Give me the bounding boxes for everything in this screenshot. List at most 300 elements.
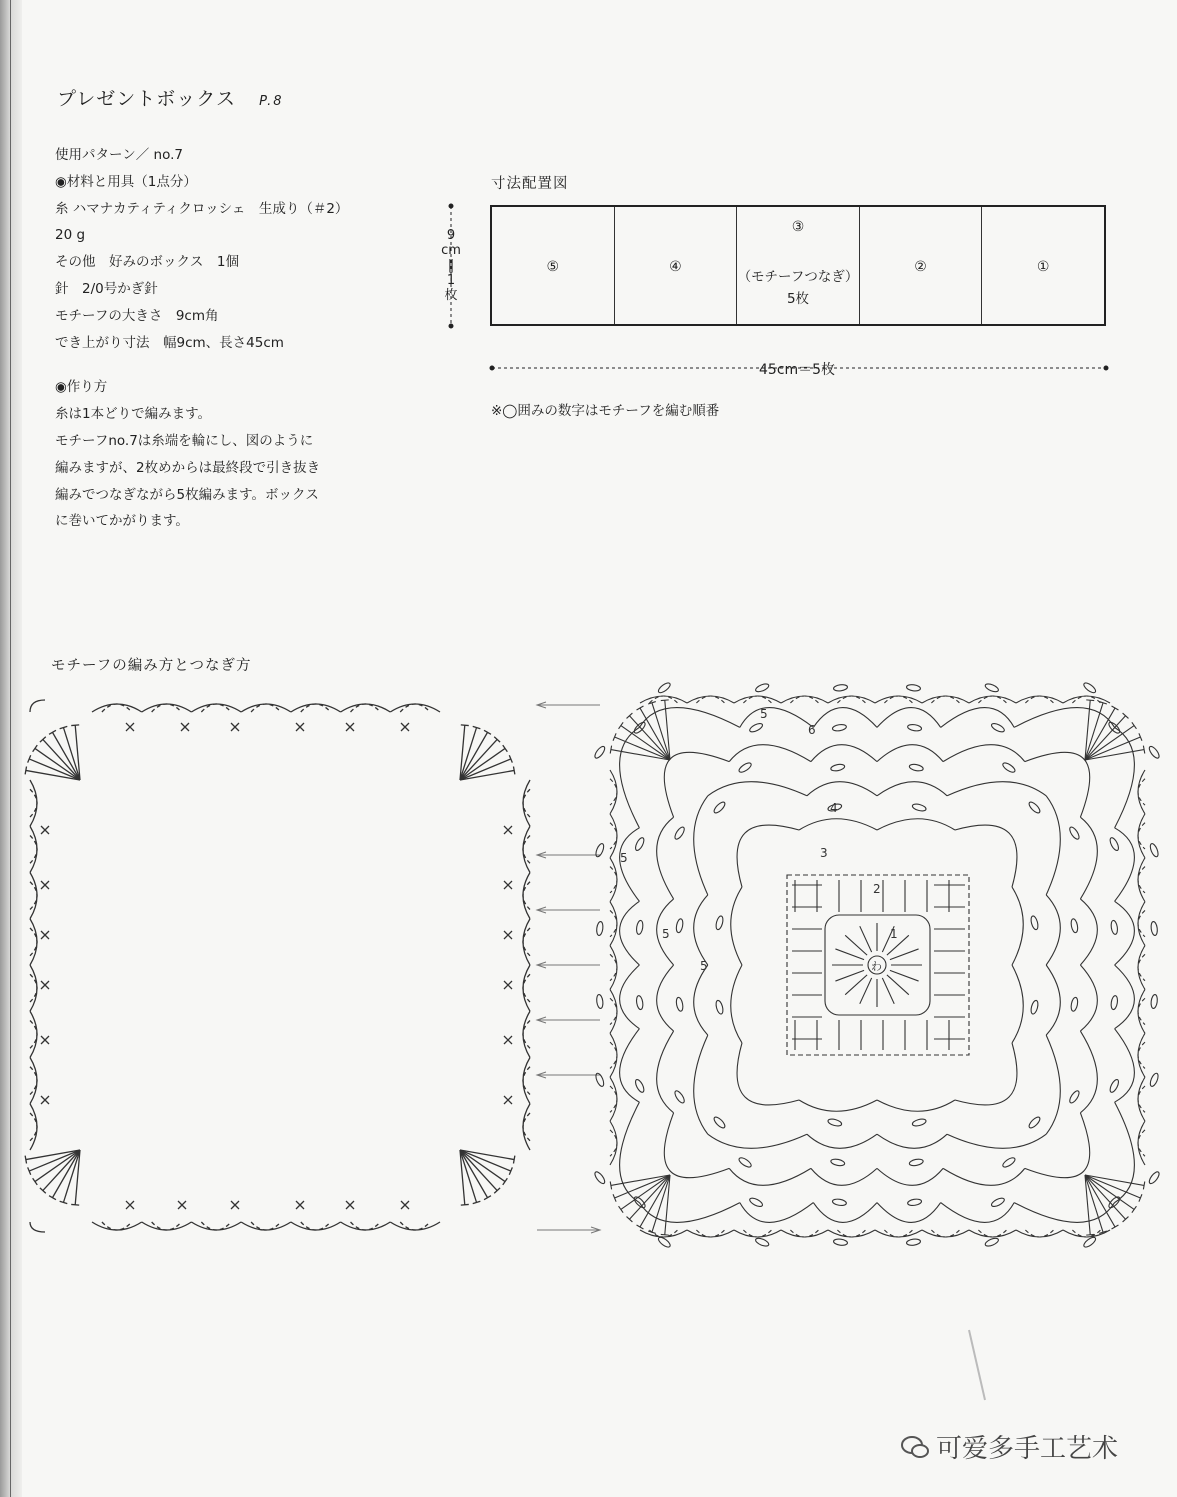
single-crochet-mark — [504, 931, 512, 939]
outer-chain-loop — [1138, 1121, 1145, 1165]
chain-oval — [748, 722, 763, 734]
chain-loop — [877, 819, 955, 830]
chain-loop — [943, 1168, 1025, 1185]
method-heading: ◉作り方 — [55, 379, 108, 396]
chain-loop — [947, 782, 1046, 796]
stitch-top — [33, 1178, 38, 1185]
double-crochet-stitch — [640, 1175, 670, 1227]
chain-loop — [1080, 817, 1097, 899]
watermark-text: 可爱多手工艺术 — [936, 1434, 1119, 1464]
outer-chain-loop — [1138, 814, 1145, 858]
chain-loop — [877, 782, 947, 796]
outer-chain-loop — [1016, 1230, 1063, 1237]
chain-oval — [984, 682, 999, 693]
corner-loop — [30, 700, 45, 712]
chain-loop — [1080, 899, 1097, 965]
method-line-5: に巻いてかがります。 — [55, 513, 189, 530]
chain-loop — [740, 1203, 814, 1223]
needle-line: 針 2/0号かぎ針 — [55, 280, 158, 297]
chain-oval — [1001, 1156, 1016, 1169]
method-line-4: 編みでつなぎながら5枚編みます。ボックス — [55, 486, 319, 503]
height-label-part: ‖ — [447, 258, 455, 273]
motif-diagram-title: モチーフの編み方とつなぎ方 — [51, 658, 252, 674]
chain-loop — [694, 1035, 708, 1134]
chain-loop — [1115, 828, 1135, 902]
row-label: 5 — [662, 927, 670, 941]
round-1-stitch — [887, 975, 909, 995]
outer-chain-loop — [781, 1230, 828, 1237]
row-label: 2 — [873, 882, 881, 896]
round-1-stitch — [890, 949, 919, 960]
row-label: 6 — [808, 723, 816, 737]
chain-oval — [906, 684, 921, 692]
chain-oval — [1001, 761, 1016, 774]
outer-chain-loop — [734, 1230, 781, 1237]
stitch-top — [1143, 1181, 1144, 1189]
chain-loop — [664, 752, 729, 817]
chain-oval — [832, 724, 847, 732]
outer-chain-loop — [610, 1121, 617, 1165]
outer-chain-loop — [640, 1230, 687, 1237]
chain-loop — [241, 704, 291, 712]
stitch-top — [1143, 746, 1144, 754]
double-crochet-stitch — [1085, 708, 1115, 760]
chain-loop — [877, 1100, 955, 1111]
double-crochet-stitch — [640, 708, 670, 760]
single-crochet-mark — [126, 723, 134, 731]
outer-chain-loop — [1138, 858, 1145, 902]
chain-oval — [832, 1198, 847, 1206]
chain-loop — [813, 708, 877, 728]
outer-chain-loop — [969, 1230, 1016, 1237]
chain-oval — [657, 681, 672, 694]
height-label-part: 枚 — [444, 288, 458, 303]
outer-chain-loop — [610, 770, 617, 814]
outer-chain-loop — [610, 1077, 617, 1121]
stitch-top — [610, 746, 611, 754]
chain-loop — [523, 1058, 530, 1104]
cell-number: ⑤ — [546, 259, 560, 275]
double-crochet-stitch — [1085, 1175, 1144, 1185]
chain-oval — [594, 1072, 605, 1087]
chain-oval — [634, 836, 646, 851]
height-label-part: cm — [441, 243, 461, 258]
stitch-top — [49, 1196, 56, 1200]
chain-loop — [657, 817, 674, 899]
chain-oval — [1108, 1078, 1120, 1093]
chain-loop — [877, 745, 943, 762]
chain-oval — [906, 1238, 921, 1246]
chain-oval — [1082, 1236, 1097, 1249]
chain-loop — [1115, 901, 1135, 965]
stitch-top — [1132, 1206, 1137, 1213]
chain-oval — [1070, 997, 1079, 1012]
stitch-top — [619, 1206, 624, 1213]
chain-loop — [708, 1134, 807, 1148]
chain-loop — [708, 782, 807, 796]
chain-oval — [1150, 994, 1158, 1009]
chain-loop — [1046, 965, 1060, 1035]
chain-oval — [1148, 745, 1161, 760]
round-1-stitch — [845, 935, 867, 955]
chain-loop — [955, 825, 1017, 887]
motif-size-line: モチーフの大きさ 9cm角 — [55, 307, 219, 324]
double-crochet-stitch — [1085, 750, 1144, 760]
chain-loop — [30, 873, 37, 919]
chain-loop — [620, 901, 640, 965]
chain-loop — [1046, 796, 1060, 895]
chain-loop — [620, 1029, 640, 1103]
stitch-top — [1086, 1234, 1094, 1235]
chain-loop — [737, 825, 799, 887]
outer-chain-loop — [610, 858, 617, 902]
layout-diagram-title: 寸法配置図 — [491, 176, 569, 192]
chain-loop — [523, 1104, 530, 1150]
chain-oval — [984, 1237, 999, 1248]
yarn-weight-line: 20 g — [55, 227, 86, 244]
chain-loop — [799, 819, 877, 830]
chain-loop — [390, 1222, 440, 1230]
chain-loop — [523, 1011, 530, 1057]
chain-loop — [807, 782, 877, 796]
single-crochet-mark — [296, 723, 304, 731]
round-1-stitch — [835, 970, 864, 981]
single-crochet-mark — [504, 826, 512, 834]
chain-oval — [990, 722, 1005, 734]
chain-oval — [636, 995, 644, 1010]
chain-loop — [523, 919, 530, 965]
chain-loop — [30, 965, 37, 1011]
row-label: 5 — [760, 707, 768, 721]
double-crochet-stitch — [1085, 1175, 1115, 1227]
chain-loop — [657, 1031, 674, 1113]
chain-loop — [92, 704, 142, 712]
single-crochet-mark — [181, 723, 189, 731]
single-crochet-mark — [401, 723, 409, 731]
chain-oval — [912, 1118, 927, 1127]
watermark — [900, 1428, 1118, 1465]
chain-oval — [830, 1158, 845, 1167]
chain-loop — [1046, 895, 1060, 965]
cell-number: ① — [1036, 259, 1050, 275]
chain-loop — [877, 1203, 941, 1223]
chain-loop — [664, 1113, 729, 1178]
width-dimension-label: 45cm＝5枚 — [755, 359, 839, 379]
chain-loop — [30, 826, 37, 872]
stitch-top — [661, 700, 669, 701]
chain-loop — [807, 1134, 877, 1148]
chain-loop — [523, 826, 530, 872]
chain-loop — [620, 965, 640, 1029]
chain-loop — [523, 780, 530, 826]
chain-loop — [731, 887, 742, 965]
stitch-top — [637, 706, 644, 710]
method-line-2: モチーフno.7は糸端を輪にし、図のように — [55, 432, 314, 449]
corner-loop — [30, 1222, 45, 1232]
stitch-top — [71, 725, 79, 726]
outer-chain-loop — [610, 989, 617, 1033]
chain-oval — [1150, 921, 1158, 936]
chain-oval — [594, 843, 605, 858]
chain-loop — [877, 1168, 943, 1185]
chain-oval — [833, 1238, 848, 1246]
single-crochet-mark — [346, 1201, 354, 1209]
outer-chain-loop — [1138, 989, 1145, 1033]
title-text: プレゼントボックス — [57, 88, 237, 110]
chain-loop — [1080, 1031, 1097, 1113]
stitch-top — [49, 730, 56, 734]
chain-loop — [877, 1134, 947, 1148]
outer-chain-loop — [687, 696, 734, 703]
paper-mark — [969, 1330, 985, 1400]
chain-loop — [620, 727, 640, 827]
chain-oval — [1149, 1072, 1160, 1087]
cell-number: ④ — [669, 259, 682, 275]
chain-oval — [593, 745, 606, 760]
chain-loop — [30, 1058, 37, 1104]
single-crochet-mark — [346, 723, 354, 731]
chain-loop — [241, 1222, 291, 1230]
chain-oval — [1027, 1115, 1041, 1129]
round-1-stitch — [860, 926, 872, 952]
stitch-top — [71, 1204, 79, 1205]
round-1-stitch — [882, 978, 894, 1004]
chain-oval — [636, 920, 644, 935]
chain-loop — [877, 708, 941, 728]
chain-loop — [955, 1043, 1017, 1105]
chain-oval — [593, 1170, 606, 1185]
chain-loop — [1115, 965, 1135, 1029]
chain-oval — [909, 1158, 924, 1167]
height-label-part: 1 — [446, 273, 456, 288]
single-crochet-mark — [178, 1201, 186, 1209]
row-labels — [620, 707, 898, 973]
join-arrows — [537, 702, 600, 1233]
chain-oval — [712, 1115, 726, 1129]
chain-loop — [657, 965, 674, 1031]
outer-chain-loop — [1138, 946, 1145, 990]
stitch-top — [25, 1156, 26, 1164]
outer-chain-loop — [610, 946, 617, 990]
single-crochet-mark — [401, 1201, 409, 1209]
stitch-top — [25, 767, 26, 775]
finished-size-line: でき上がり寸法 幅9cm、長さ45cm — [55, 334, 284, 351]
materials-heading: ◉材料と用具（1点分） — [55, 173, 197, 190]
chain-loop — [639, 1203, 739, 1223]
outer-chain-loop — [922, 696, 969, 703]
outer-chain-loop — [687, 1230, 734, 1237]
chain-loop — [30, 1104, 37, 1150]
chain-loop — [1115, 727, 1135, 827]
chain-oval — [1068, 1089, 1081, 1104]
chain-oval — [827, 1118, 842, 1127]
center-cell-note: （モチーフつなぎ） — [737, 269, 859, 285]
chain-loop — [1046, 1035, 1060, 1134]
outer-chain-loop — [1138, 1033, 1145, 1077]
outer-chain-loop — [734, 696, 781, 703]
chain-loop — [737, 1043, 799, 1105]
single-crochet-mark — [41, 1036, 49, 1044]
chain-loop — [291, 1222, 341, 1230]
chain-loop — [947, 1134, 1046, 1148]
chain-loop — [1025, 1113, 1090, 1178]
magic-ring-label: わ — [871, 960, 882, 973]
chain-loop — [731, 965, 742, 1043]
stitch-top — [484, 1196, 491, 1200]
chain-oval — [912, 803, 927, 812]
chain-loop — [941, 1203, 1015, 1223]
outer-chain-loop — [1016, 696, 1063, 703]
stitch-top — [1086, 700, 1094, 701]
chain-loop — [1014, 708, 1114, 728]
chain-loop — [1012, 965, 1023, 1043]
chain-oval — [673, 826, 686, 841]
single-crochet-mark — [504, 1036, 512, 1044]
chain-loop — [943, 745, 1025, 762]
outer-chain-loop — [610, 814, 617, 858]
round-1-stitch — [845, 975, 867, 995]
chain-oval — [1070, 918, 1079, 933]
row-label: 1 — [890, 927, 898, 941]
chain-loop — [30, 919, 37, 965]
stitch-top — [637, 1225, 644, 1229]
chain-oval — [1027, 800, 1041, 814]
chain-loop — [30, 1011, 37, 1057]
chain-oval — [596, 921, 604, 936]
chain-loop — [813, 1203, 877, 1223]
chain-loop — [92, 1222, 142, 1230]
stitch-top — [503, 1178, 508, 1185]
stitch-top — [619, 722, 624, 729]
chain-loop — [1080, 965, 1097, 1031]
outer-chain-loop — [1138, 1077, 1145, 1121]
single-crochet-mark — [41, 826, 49, 834]
page-reference: P.8 — [259, 94, 284, 109]
chain-loop — [191, 704, 241, 712]
chain-loop — [142, 1222, 192, 1230]
chain-oval — [738, 1156, 753, 1169]
double-crochet-stitch — [611, 1175, 670, 1185]
round-1-stitch — [860, 978, 872, 1004]
single-crochet-mark — [126, 1201, 134, 1209]
chain-oval — [1110, 920, 1118, 935]
stitch-top — [1132, 722, 1137, 729]
chain-oval — [990, 1196, 1005, 1208]
stitch-top — [513, 1156, 514, 1164]
chain-loop — [30, 780, 37, 826]
chain-loop — [1115, 1102, 1135, 1202]
chain-oval — [1030, 1000, 1039, 1015]
round-1-stitch — [835, 949, 864, 960]
connecting-motif-outline — [25, 700, 530, 1232]
chain-loop — [941, 708, 1015, 728]
chain-oval — [748, 1196, 763, 1208]
row-label: 5 — [700, 959, 708, 973]
stitch-top — [484, 730, 491, 734]
chain-oval — [907, 724, 922, 732]
chain-loop — [390, 704, 440, 712]
outer-chain-loop — [875, 696, 922, 703]
chain-loop — [729, 1168, 811, 1185]
center-cell-count: 5枚 — [786, 291, 810, 307]
chain-oval — [634, 1078, 646, 1093]
chain-oval — [738, 761, 753, 774]
chain-loop — [341, 704, 391, 712]
single-crochet-mark — [296, 1201, 304, 1209]
double-crochet-stitch — [629, 716, 670, 760]
stitch-top — [1112, 1225, 1119, 1229]
cell-number: ③ — [791, 219, 805, 235]
single-crochet-mark — [231, 1201, 239, 1209]
chain-loop — [291, 704, 341, 712]
yarn-line: 糸 ハマナカティティクロッシェ 生成り（＃2） — [55, 200, 349, 217]
chain-oval — [1149, 843, 1160, 858]
chain-loop — [191, 1222, 241, 1230]
single-crochet-mark — [504, 1096, 512, 1104]
order-note: ※◯囲みの数字はモチーフを編む順番 — [491, 403, 720, 419]
chain-oval — [1030, 915, 1039, 930]
outer-chain-loop — [875, 1230, 922, 1237]
chain-loop — [811, 745, 877, 762]
outer-chain-loop — [828, 696, 875, 703]
chain-loop — [694, 965, 708, 1035]
chain-oval — [715, 915, 724, 930]
cell-number: ② — [914, 259, 927, 275]
chain-loop — [142, 704, 192, 712]
chain-oval — [909, 763, 924, 772]
chain-oval — [1068, 826, 1081, 841]
method-line-1: 糸は1本どりで編みます。 — [55, 406, 212, 423]
wechat-icon — [900, 1432, 930, 1462]
stitch-top — [513, 767, 514, 775]
chain-oval — [907, 1198, 922, 1206]
chain-oval — [712, 800, 726, 814]
stitch-top — [661, 1234, 669, 1235]
chain-oval — [1082, 681, 1097, 694]
outer-chain-loop — [640, 696, 687, 703]
chain-loop — [1012, 887, 1023, 965]
single-crochet-mark — [41, 981, 49, 989]
single-crochet-mark — [504, 881, 512, 889]
outer-chain-loop — [1138, 902, 1145, 946]
chain-loop — [523, 873, 530, 919]
dimension-lines — [449, 204, 1108, 370]
outer-chain-loop — [922, 1230, 969, 1237]
stitch-top — [461, 725, 469, 726]
chain-loop — [694, 796, 708, 895]
chain-oval — [1110, 995, 1118, 1010]
chain-oval — [755, 682, 770, 693]
single-crochet-mark — [504, 981, 512, 989]
chain-loop — [1025, 752, 1090, 817]
outer-chain-loop — [969, 696, 1016, 703]
outer-chain-loop — [1138, 770, 1145, 814]
other-line: その他 好みのボックス 1個 — [55, 254, 239, 271]
chain-oval — [596, 994, 604, 1009]
method-line-3: 編みますが、2枚めからは最終段で引き抜き — [55, 459, 321, 476]
chain-oval — [833, 684, 848, 692]
chain-oval — [830, 763, 845, 772]
chain-loop — [523, 965, 530, 1011]
outer-chain-loop — [781, 696, 828, 703]
single-crochet-mark — [41, 1096, 49, 1104]
row-label: 5 — [620, 851, 628, 865]
outer-chain-loop — [610, 1033, 617, 1077]
pattern-line: 使用パターン／ no.7 — [55, 147, 183, 163]
outer-chain-loop — [610, 902, 617, 946]
row-label: 3 — [820, 846, 828, 860]
chain-oval — [1108, 836, 1120, 851]
